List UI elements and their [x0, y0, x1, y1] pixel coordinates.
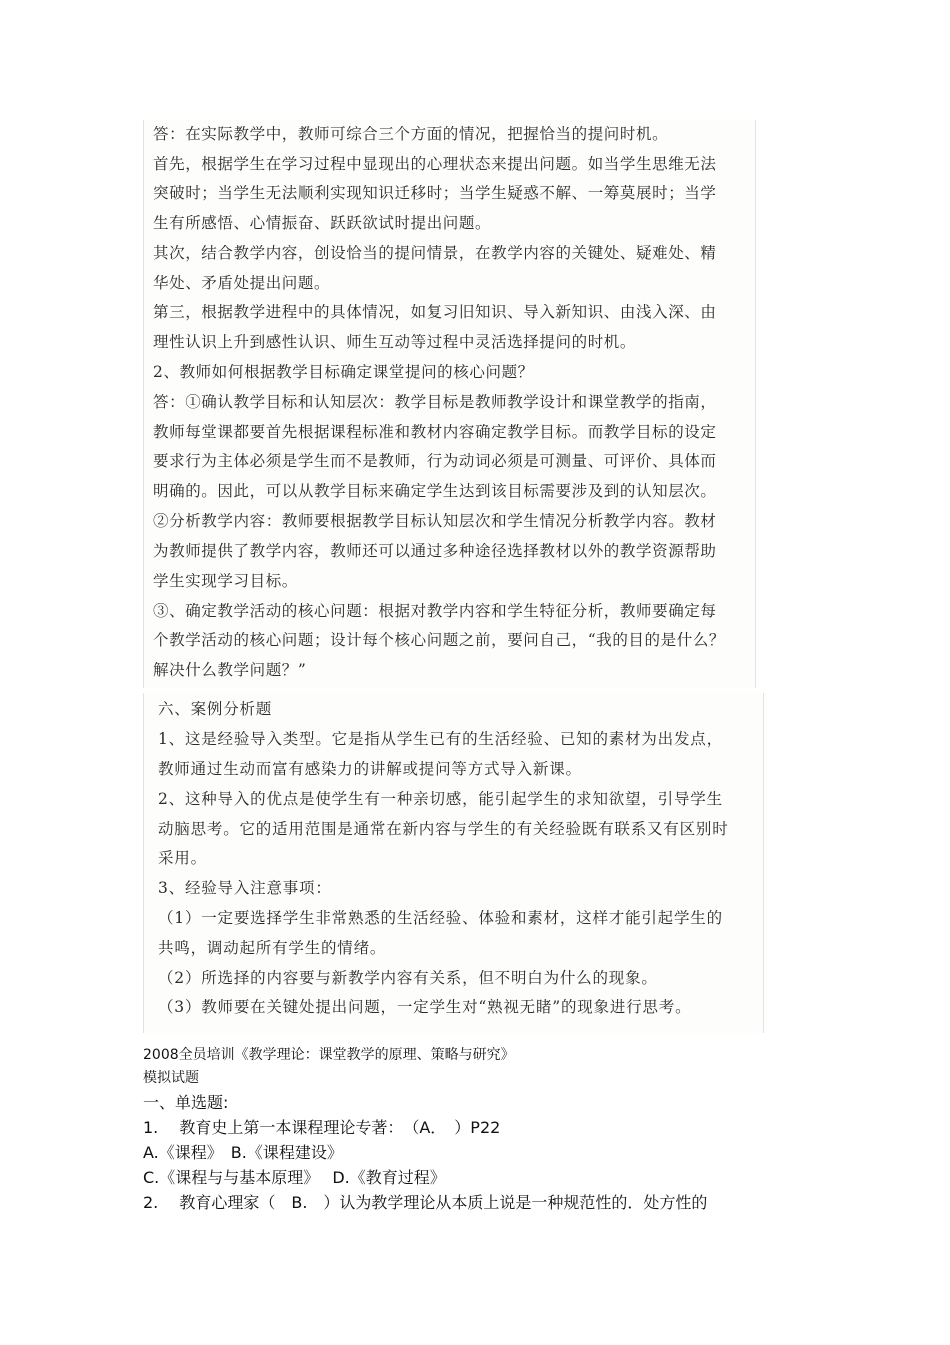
- text-line: 第三，根据教学进程中的具体情况，如复习旧知识、导入新知识、由浅入深、由: [153, 303, 717, 321]
- text-line: 学生实现学习目标。: [153, 572, 298, 590]
- question-1: 1. 教育史上第一本课程理论专著： （A． ）P22: [143, 1118, 501, 1137]
- text-line: ③、确定教学活动的核心问题：根据对教学内容和学生特征分析，教师要确定每: [153, 602, 717, 620]
- text-line: 其次，结合教学内容，创设恰当的提问情景，在教学内容的关键处、疑难处、精: [153, 244, 717, 262]
- text-line: （1）一定要选择学生非常熟悉的生活经验、体验和素材，这样才能引起学生的: [158, 909, 723, 927]
- text-line: 个教学活动的核心问题；设计每个核心问题之前，要问自己，“我的目的是什么？: [153, 631, 726, 649]
- text-line: 要求行为主体必须是学生而不是教师，行为动词必须是可测量、可评价、具体而: [153, 452, 717, 470]
- text-line: 生有所感悟、心情振奋、跃跃欲试时提出问题。: [153, 214, 492, 232]
- question-1-options-cd: C.《课程与与基本原理》 D.《教育过程》: [143, 1168, 446, 1187]
- text-line: 教师每堂课都要首先根据课程标准和教材内容确定教学目标。而教学目标的设定: [153, 423, 717, 441]
- question-1-options-ab: A.《课程》 B.《课程建设》: [143, 1143, 343, 1162]
- text-line: 答：在实际教学中，教师可综合三个方面的情况，把握恰当的提问时机。: [153, 125, 669, 143]
- text-line: 2、这种导入的优点是使学生有一种亲切感，能引起学生的求知欲望，引导学生: [158, 790, 723, 808]
- text-line: 教师通过生动而富有感染力的讲解或提问等方式导入新课。: [158, 760, 582, 778]
- scanned-answer-block: [143, 120, 756, 688]
- page-subtitle: 模拟试题: [143, 1070, 199, 1086]
- text-line: 动脑思考。它的适用范围是通常在新内容与学生的有关经验既有联系又有区别时: [158, 820, 729, 838]
- text-line: 共鸣，调动起所有学生的情绪。: [158, 939, 387, 957]
- text-line: 答：①确认教学目标和认知层次：教学目标是教师教学设计和课堂教学的指南，: [153, 393, 717, 411]
- text-line: 明确的。因此，可以从教学目标来确定学生达到该目标需要涉及到的认知层次。: [153, 482, 717, 500]
- text-line: 为教师提供了教学内容，教师还可以通过多种途径选择教材以外的教学资源帮助: [153, 542, 717, 560]
- text-line: 1、这是经验导入类型。它是指从学生已有的生活经验、已知的素材为出发点，: [158, 730, 723, 748]
- text-line: （2）所选择的内容要与新教学内容有关系，但不明白为什么的现象。: [158, 969, 658, 987]
- text-line: 华处、矛盾处提出问题。: [153, 274, 331, 292]
- text-line: 首先，根据学生在学习过程中显现出的心理状态来提出问题。如当学生思维无法: [153, 155, 717, 173]
- text-line: （3）教师要在关键处提出问题，一定学生对“熟视无睹”的现象进行思考。: [158, 998, 692, 1016]
- question-2: 2. 教育心理家（ B. ）认为教学理论从本质上说是一种规范性的．处方性的: [143, 1193, 708, 1212]
- question-heading: 2、教师如何根据教学目标确定课堂提问的核心问题？: [153, 363, 534, 381]
- section-heading: 六、案例分析题: [158, 700, 273, 718]
- text-line: 解决什么教学问题？”: [153, 661, 307, 679]
- text-line: 理性认识上升到感性认识、师生互动等过程中灵活选择提问的时机。: [153, 333, 637, 351]
- section-heading: 一、单选题:: [143, 1093, 229, 1112]
- text-line: 3、经验导入注意事项：: [158, 879, 332, 897]
- course-title: 2008全员培训《教学理论：课堂教学的原理、策略与研究》: [143, 1047, 515, 1063]
- text-line: 突破时；当学生无法顺利实现知识迁移时；当学生疑惑不解、一筹莫展时；当学: [153, 184, 717, 202]
- text-line: ②分析教学内容：教师要根据教学目标认知层次和学生情况分析教学内容。教材: [153, 512, 717, 530]
- scanned-case-analysis-block: [143, 693, 764, 1033]
- text-line: 采用。: [158, 849, 207, 867]
